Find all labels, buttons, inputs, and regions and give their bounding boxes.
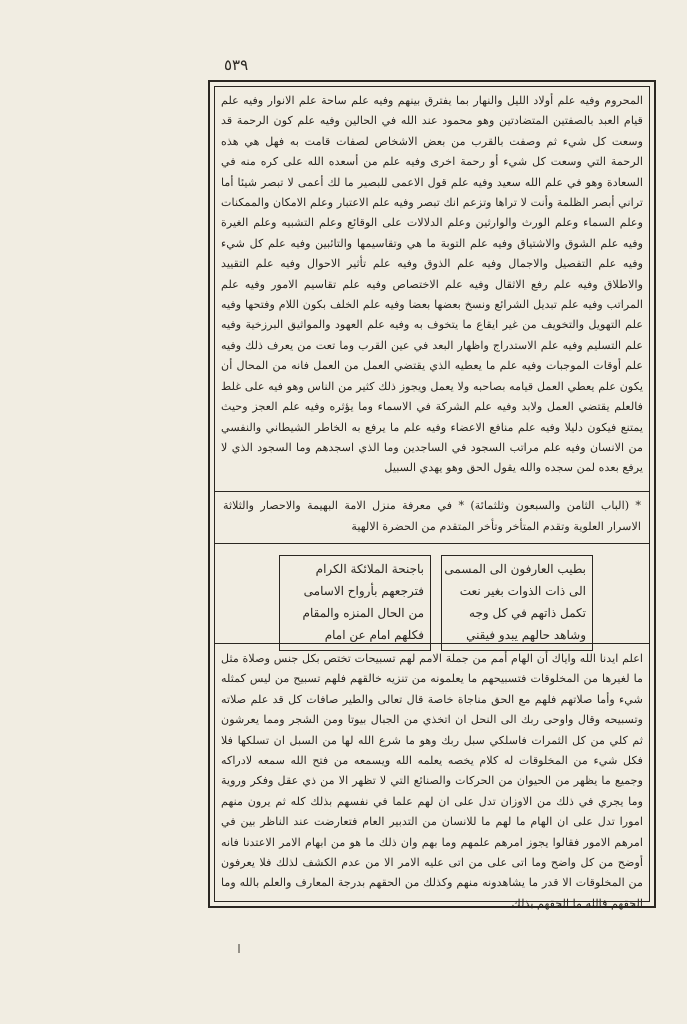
body-text-top: المحروم وفيه علم أولاد الليل والنهار بما يفترق بينهم وفيه علم ساحة علم الانوار وفيه علم قيام العبد بالصفتين المتضادتين وهو محمود عند الله في الحالين وفيه علم كون الرحمة قد وسعت كل شيء ثم وصفت بالقرب من بعض الاشخاص لصفات قامت به فهل هي هذه الرحمة التي وسعت كل شيء أو رحمة اخرى وفيه علم من أسعده الله على كره منه في السعادة وهو في علم الله سعيد وفيه علم قول الاعمى للبصير ما لك أعمى لا تبصر شيئا أما تراني أبصر الظلمة وأنت لا تراها وتزعم انك تبصر وفيه علم الاعتبار وعلم الامكان والممكنات وعلم السماء وعلم الورث والوارثين وعلم الدلالات على الوقائع وعلم التشبيه وعلم الغيرة وفيه علم الشوق والاشتياق وفيه علم التوبة ما هي وتقاسيمها والتائبين وفيه علم كل شيء وفيه علم التفصيل والاجمال وفيه علم الذوق وفيه علم تأثير الاحوال وفيه علم التقييد والاطلاق وفيه علم رفع الاثقال وفيه علم الاختصاص وفيه علم تقاسيم الامور وفيه علم المراتب وفيه علم تبديل الشرائع ونسخ بعضها بعضا وفيه علم الخلف بكون اللام وفتحها وفيه علم التهويل والتخويف من غير ايقاع ما يتخوف به وفيه علم العهود والمواثيق البرزخية وفيه علم التسليم وفيه علم الاستدراج واظهار البعد في عين القرب وما تعت من يعرف ذلك وفيه علم أوقات الموجبات وفيه علم ما يعطيه الذي يقتضي العمل من العمل فانه من المحال أن يكون علم يعطي العمل قيامه بصاحبه ولا يعمل ويجوز ذلك كثير من الناس وهو فيه على غلط فالعلم يقتضي العمل ولابد وفيه علم الشركة في الاسماء وما يؤثره وفيه علم العجز وحيث يمتنع فيكون دليلا وفيه علم منافع الاعضاء وفيه علم ما يرفع به الخاطر الشيطاني والنفسي من الانسان وفيه علم مراتب السجود في الساجدين وما الذي اسجدهم وما السجود الذي لا يرفع بعده لمن سجده والله يقول الحق وهو يهدي السبيل — [217, 94, 643, 475]
poem-column-left — [279, 555, 431, 651]
poem-verse: فترجعهم بأرواح الاسامى — [303, 584, 424, 598]
poem-verse: فكلهم امام عن امام — [324, 628, 424, 642]
poem-verse: الى ذات الذوات بغير نعت — [459, 584, 586, 598]
poem-verse: باجنحة الملائكة الكرام — [315, 562, 424, 576]
poem-verse: بطيب العارفون الى المسمى — [444, 562, 586, 576]
page-number: ٥٣٩ — [224, 56, 249, 74]
inner-border — [214, 86, 650, 910]
divider-top — [215, 491, 649, 492]
poem-column-right — [441, 555, 593, 651]
chapter-heading: * (الباب الثامن والسبعون وثلثمائة) * في معرفة منزل الامة البهيمة والاحصار والثلاثة الاسرار العلوية وتقدم المتأخر وتأخر المتقدم من الحضرة الالهية — [219, 499, 641, 533]
divider-heading — [215, 543, 649, 544]
body-text-bottom: اعلم ايدنا الله واياك أن الهام أمم من جملة الامم لهم تسبيحات تختص بكل جنس وصلاة مثل ما لغيرها من المخلوقات فتسبيحهم ما يعلمونه من تنزيه خالقهم فلهم تسبيح من ليس كمثله شيء وأما صلاتهم فلهم مع الحق مناجاة خاصة قال تعالى والطير صافات كل قد علم صلاته وتسبيحه وقال واوحى ربك الى النحل ان اتخذي من الجبال بيوتا ومن الشجر ومما يعرشون ثم كلي من كل الثمرات فاسلكي سبل ربك وهو ما شرع الله لها من السبل ان تسلكها فلا فكل شيء من المخلوقات له كلام يخصه يعلمه الله ويسمعه من فتح الله سمعه لادراكه وجميع ما يظهر من الحيوان من الحركات والصنائع التي لا تظهر الا من ذي عقل وفكر وروية وما يجري في ذلك من الاوزان تدل على ان لهم علما في نفسهم بذلك كله ثم يرون منهم امورا تدل على ان الهام ما لهم ما للانسان من التدبير العام فتعارضت عند الناظر بين في امرهم الامور فقالوا يجوز امرهم علمهم وما بهم وان ذلك ما هو من ابهام الامر الاعتدنا فانه أوضح من كل واضح وما اتى على من اتى عليه الامر الا من عدم الكشف لذلك فلا يعرفون من المخلوقات الا قدر ما يشاهدونه منهم وكذلك من الحقهم بدرجة المعارف والعلم بالله وما الحقهم فالله ما الحقهم بذلك — [217, 652, 643, 910]
text-frame — [208, 80, 656, 908]
poem-verse: من الحال المنزه والمقام — [302, 606, 424, 620]
ink-mark — [238, 944, 240, 953]
poem-verse: وشاهد حالهم يبدو فيقني — [466, 628, 586, 642]
poem-verse: تكمل ذاتهم في كل وجه — [469, 606, 586, 620]
divider-poem — [215, 643, 649, 644]
